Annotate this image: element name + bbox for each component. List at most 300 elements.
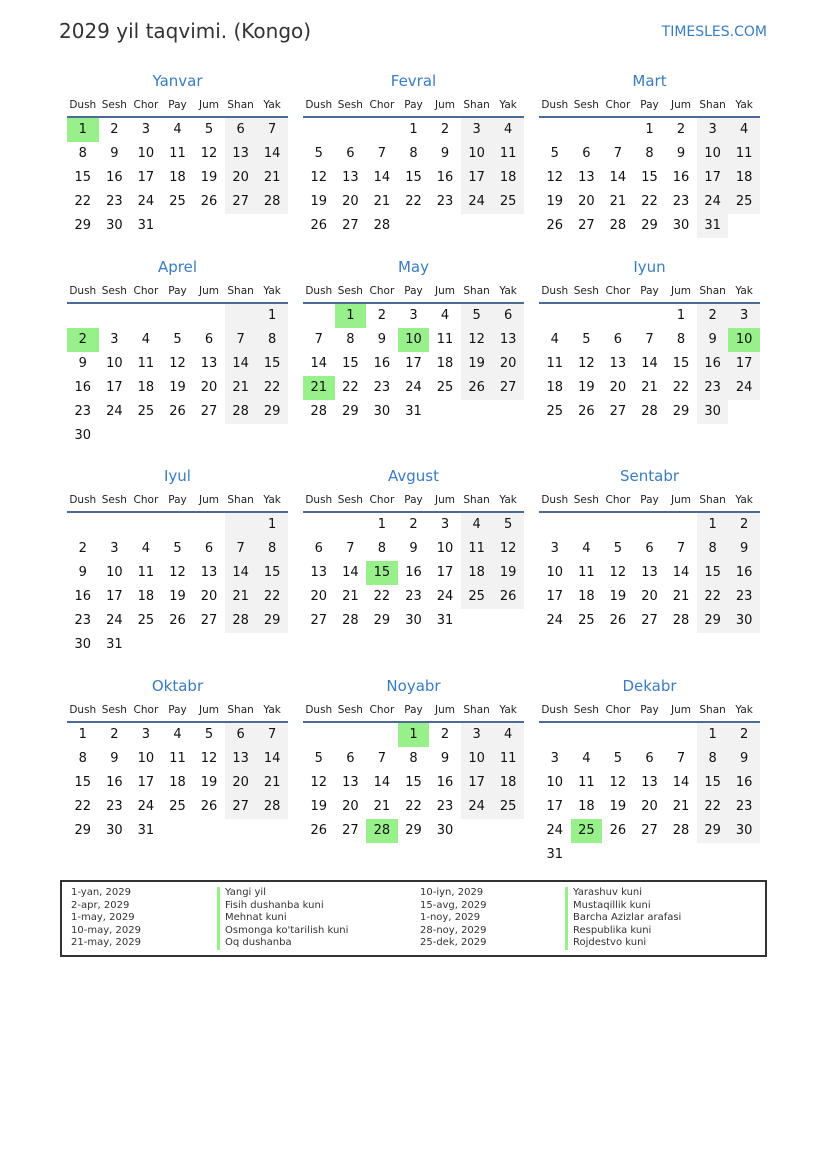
- weekday-label: Jum: [199, 494, 220, 506]
- empty-cell: [256, 819, 288, 843]
- day-cell: 28: [225, 400, 257, 424]
- month-name: Iyul: [164, 467, 191, 485]
- day-cell: 17: [137, 170, 155, 185]
- day-cell: 1: [676, 308, 686, 323]
- day-cell: 25: [169, 194, 186, 209]
- day-cell: 19: [492, 561, 524, 585]
- day-cell: 22: [405, 194, 422, 209]
- day-grid: [539, 513, 760, 633]
- day-cell: 16: [436, 775, 454, 790]
- day-cell: 27: [200, 613, 218, 628]
- legend-names-2: [565, 887, 681, 950]
- day-cell: 7: [256, 723, 288, 747]
- weekday-label: Shan: [699, 99, 726, 111]
- month-aprel: [67, 256, 288, 448]
- day-cell: 28: [641, 404, 658, 419]
- day-cell: 18: [436, 356, 454, 371]
- day-cell: 19: [169, 380, 186, 395]
- day-cell: 30: [672, 218, 690, 233]
- day-cell: 15: [405, 170, 422, 185]
- day-cell: 10: [546, 565, 564, 580]
- weekday-label: Yak: [263, 99, 281, 111]
- holiday-day-cell: 2: [67, 328, 99, 352]
- day-grid: [67, 304, 288, 448]
- day-cell: 13: [492, 328, 524, 352]
- weekday-label: Dush: [305, 494, 333, 506]
- empty-cell: [303, 513, 335, 537]
- day-cell: 12: [200, 751, 218, 766]
- day-cell: 12: [310, 170, 328, 185]
- day-cell: 18: [728, 166, 760, 190]
- day-cell: 31: [106, 637, 123, 652]
- day-cell: 26: [200, 194, 218, 209]
- day-cell: 31: [436, 613, 454, 628]
- day-cell: 25: [492, 190, 524, 214]
- day-cell: 12: [461, 328, 493, 352]
- day-cell: 17: [137, 775, 155, 790]
- holiday-day-cell: 10: [398, 328, 430, 352]
- weekday-label: Sesh: [337, 285, 363, 297]
- empty-cell: [225, 633, 257, 657]
- day-cell: 2: [728, 723, 760, 747]
- day-cell: 8: [377, 541, 387, 556]
- weekday-label: Yak: [735, 99, 753, 111]
- month-name: Iyun: [633, 258, 666, 276]
- day-cell: 19: [200, 775, 218, 790]
- legend-holiday-name: Yangi yil: [217, 887, 348, 900]
- day-cell: 28: [256, 795, 288, 819]
- day-cell: 7: [377, 146, 387, 161]
- day-grid: [303, 513, 524, 633]
- day-cell: 2: [440, 727, 450, 742]
- empty-cell: [256, 424, 288, 448]
- empty-cell: [602, 118, 634, 142]
- day-cell: 11: [169, 146, 186, 161]
- day-cell: 4: [728, 118, 760, 142]
- day-cell: 16: [405, 565, 422, 580]
- day-cell: 30: [697, 400, 729, 424]
- day-cell: 3: [440, 517, 450, 532]
- legend-holiday-name: Osmonga ko'tarilish kuni: [217, 925, 348, 938]
- weekday-label: Dush: [541, 285, 569, 297]
- day-cell: 11: [578, 565, 595, 580]
- weekday-header: [539, 699, 760, 723]
- day-cell: 9: [676, 146, 686, 161]
- day-cell: 17: [546, 589, 564, 604]
- day-cell: 4: [461, 513, 493, 537]
- day-cell: 21: [609, 194, 627, 209]
- month-name: Aprel: [157, 258, 198, 276]
- weekday-header: [67, 94, 288, 118]
- day-cell: 24: [405, 380, 422, 395]
- empty-cell: [539, 118, 571, 142]
- empty-cell: [634, 304, 666, 328]
- day-cell: 28: [609, 218, 627, 233]
- day-cell: 2: [440, 122, 450, 137]
- day-grid: [539, 723, 760, 867]
- site-link[interactable]: TIMESLES.COM: [661, 24, 767, 40]
- day-cell: 17: [697, 166, 729, 190]
- day-cell: 4: [141, 332, 151, 347]
- day-cell: 23: [74, 613, 92, 628]
- weekday-label: Dush: [69, 99, 97, 111]
- day-cell: 10: [461, 747, 493, 771]
- day-cell: 7: [225, 537, 257, 561]
- month-mart: [539, 70, 760, 238]
- month-name: Mart: [632, 72, 667, 90]
- day-cell: 20: [342, 194, 359, 209]
- day-cell: 2: [110, 727, 119, 742]
- day-grid: [303, 118, 524, 238]
- day-cell: 21: [641, 380, 658, 395]
- day-cell: 12: [578, 356, 595, 371]
- day-cell: 3: [141, 122, 151, 137]
- day-cell: 21: [342, 589, 359, 604]
- legend-holiday-name: Fisih dushanba kuni: [217, 900, 348, 913]
- day-cell: 13: [578, 170, 595, 185]
- weekday-header: [539, 489, 760, 513]
- empty-cell: [193, 214, 225, 238]
- day-cell: 17: [106, 589, 123, 604]
- day-cell: 21: [256, 166, 288, 190]
- day-grid: [67, 513, 288, 657]
- day-cell: 12: [492, 537, 524, 561]
- day-cell: 13: [342, 170, 359, 185]
- day-cell: 24: [546, 613, 564, 628]
- weekday-label: Sesh: [337, 704, 363, 716]
- day-cell: 1: [697, 723, 729, 747]
- day-cell: 7: [225, 328, 257, 352]
- day-cell: 20: [225, 771, 257, 795]
- empty-cell: [634, 723, 666, 747]
- weekday-label: Chor: [133, 704, 159, 716]
- empty-cell: [539, 513, 571, 537]
- empty-cell: [492, 819, 524, 843]
- day-cell: 26: [609, 823, 627, 838]
- weekday-label: Jum: [671, 99, 692, 111]
- empty-cell: [225, 424, 257, 448]
- day-cell: 6: [204, 541, 214, 556]
- day-cell: 29: [74, 823, 92, 838]
- day-cell: 5: [314, 751, 323, 766]
- day-cell: 25: [492, 795, 524, 819]
- day-cell: 4: [440, 308, 450, 323]
- weekday-header: [303, 699, 524, 723]
- day-cell: 10: [106, 565, 123, 580]
- day-cell: 7: [613, 146, 623, 161]
- day-cell: 10: [546, 775, 564, 790]
- empty-cell: [366, 723, 398, 747]
- day-cell: 16: [728, 561, 760, 585]
- day-cell: 18: [137, 589, 155, 604]
- weekday-label: Yak: [499, 285, 517, 297]
- day-cell: 20: [492, 352, 524, 376]
- day-cell: 13: [342, 775, 359, 790]
- day-cell: 13: [310, 565, 328, 580]
- day-cell: 11: [169, 751, 186, 766]
- day-cell: 21: [373, 194, 391, 209]
- day-cell: 14: [672, 565, 690, 580]
- empty-cell: [634, 843, 666, 867]
- day-cell: 1: [256, 304, 288, 328]
- day-cell: 6: [204, 332, 214, 347]
- day-cell: 30: [728, 819, 760, 843]
- day-cell: 5: [492, 513, 524, 537]
- day-cell: 19: [310, 799, 328, 814]
- weekday-label: Dush: [69, 285, 97, 297]
- day-cell: 29: [672, 404, 690, 419]
- day-cell: 7: [676, 541, 686, 556]
- day-cell: 7: [256, 118, 288, 142]
- month-name: Oktabr: [151, 677, 204, 695]
- day-cell: 17: [436, 565, 454, 580]
- empty-cell: [429, 214, 461, 238]
- day-cell: 26: [169, 404, 186, 419]
- day-cell: 5: [613, 751, 623, 766]
- day-cell: 22: [373, 589, 391, 604]
- empty-cell: [162, 819, 194, 843]
- legend-dates-1: [71, 887, 141, 950]
- weekday-label: Shan: [699, 494, 726, 506]
- day-cell: 14: [310, 356, 328, 371]
- day-cell: 14: [256, 747, 288, 771]
- empty-cell: [225, 214, 257, 238]
- day-cell: 30: [106, 218, 123, 233]
- day-cell: 6: [225, 723, 257, 747]
- empty-cell: [571, 513, 603, 537]
- day-cell: 6: [346, 751, 355, 766]
- day-grid: [67, 118, 288, 238]
- month-name: Avgust: [388, 467, 439, 485]
- empty-cell: [398, 214, 430, 238]
- day-cell: 27: [225, 190, 257, 214]
- day-cell: 8: [409, 146, 418, 161]
- day-cell: 14: [342, 565, 359, 580]
- day-cell: 27: [641, 613, 658, 628]
- empty-cell: [461, 819, 493, 843]
- day-cell: 3: [697, 118, 729, 142]
- weekday-label: Jum: [199, 285, 220, 297]
- weekday-label: Sesh: [573, 494, 599, 506]
- weekday-header: [303, 489, 524, 513]
- day-cell: 24: [436, 589, 454, 604]
- day-cell: 3: [409, 308, 418, 323]
- day-cell: 9: [377, 332, 387, 347]
- day-cell: 14: [609, 170, 627, 185]
- day-cell: 14: [672, 775, 690, 790]
- day-cell: 26: [200, 799, 218, 814]
- day-cell: 24: [137, 799, 155, 814]
- day-cell: 15: [74, 775, 92, 790]
- weekday-label: Jum: [435, 99, 456, 111]
- empty-cell: [728, 843, 760, 867]
- day-cell: 3: [110, 332, 119, 347]
- day-cell: 27: [492, 376, 524, 400]
- day-cell: 5: [550, 146, 559, 161]
- day-cell: 29: [697, 609, 729, 633]
- day-cell: 27: [609, 404, 627, 419]
- day-cell: 22: [256, 585, 288, 609]
- day-cell: 9: [697, 328, 729, 352]
- legend-date: 10-may, 2029: [71, 924, 141, 936]
- empty-cell: [697, 843, 729, 867]
- weekday-label: Pay: [640, 285, 659, 297]
- day-cell: 7: [346, 541, 355, 556]
- weekday-label: Jum: [435, 285, 456, 297]
- weekday-label: Jum: [435, 704, 456, 716]
- day-cell: 26: [492, 585, 524, 609]
- day-cell: 17: [106, 380, 123, 395]
- day-cell: 28: [672, 613, 690, 628]
- month-name: Dekabr: [622, 677, 677, 695]
- day-grid: [303, 304, 524, 424]
- weekday-label: Jum: [199, 99, 220, 111]
- day-cell: 15: [256, 352, 288, 376]
- weekday-label: Chor: [369, 704, 395, 716]
- weekday-label: Shan: [227, 704, 254, 716]
- day-cell: 28: [342, 613, 359, 628]
- day-cell: 8: [697, 747, 729, 771]
- legend-date: 10-iyn, 2029: [420, 887, 484, 898]
- day-cell: 11: [492, 142, 524, 166]
- day-cell: 16: [672, 170, 690, 185]
- weekday-label: Yak: [263, 494, 281, 506]
- weekday-label: Jum: [435, 494, 456, 506]
- day-cell: 23: [74, 404, 92, 419]
- weekday-label: Sesh: [573, 99, 599, 111]
- day-cell: 20: [200, 380, 218, 395]
- day-cell: 24: [461, 795, 493, 819]
- weekday-label: Pay: [168, 99, 187, 111]
- day-cell: 23: [106, 194, 123, 209]
- day-cell: 7: [314, 332, 323, 347]
- day-cell: 22: [256, 376, 288, 400]
- day-cell: 21: [672, 799, 690, 814]
- legend-names-1: [217, 887, 348, 950]
- month-avgust: [303, 465, 524, 633]
- day-cell: 23: [697, 376, 729, 400]
- day-cell: 14: [225, 561, 257, 585]
- day-cell: 10: [137, 146, 155, 161]
- month-dekabr: [539, 675, 760, 867]
- day-cell: 15: [697, 561, 729, 585]
- empty-cell: [539, 723, 571, 747]
- day-cell: 18: [137, 380, 155, 395]
- empty-cell: [571, 723, 603, 747]
- weekday-label: Shan: [699, 704, 726, 716]
- day-cell: 17: [461, 771, 493, 795]
- month-iyul: [67, 465, 288, 657]
- legend-date: 21-may, 2029: [71, 937, 141, 949]
- day-cell: 18: [578, 799, 595, 814]
- day-cell: 4: [550, 332, 559, 347]
- month-name: Sentabr: [619, 467, 680, 485]
- weekday-label: Shan: [463, 285, 490, 297]
- day-cell: 4: [173, 727, 182, 742]
- day-cell: 25: [728, 190, 760, 214]
- day-cell: 26: [169, 613, 186, 628]
- weekday-label: Jum: [671, 494, 692, 506]
- weekday-label: Dush: [305, 704, 333, 716]
- day-cell: 8: [346, 332, 355, 347]
- day-cell: 10: [461, 142, 493, 166]
- day-cell: 30: [74, 428, 92, 443]
- day-cell: 14: [641, 356, 658, 371]
- weekday-label: Yak: [735, 285, 753, 297]
- day-grid: [67, 723, 288, 843]
- empty-cell: [162, 304, 194, 328]
- holiday-day-cell: 1: [398, 723, 430, 747]
- legend-holiday-name: Respublika kuni: [565, 925, 681, 938]
- day-cell: 23: [405, 589, 422, 604]
- empty-cell: [193, 633, 225, 657]
- day-cell: 2: [377, 308, 387, 323]
- weekday-header: [303, 94, 524, 118]
- day-cell: 14: [373, 775, 391, 790]
- empty-cell: [728, 400, 760, 424]
- day-cell: 29: [373, 613, 391, 628]
- day-cell: 29: [74, 218, 92, 233]
- weekday-label: Dush: [541, 704, 569, 716]
- day-cell: 15: [405, 775, 422, 790]
- day-cell: 6: [225, 118, 257, 142]
- day-cell: 27: [310, 613, 328, 628]
- empty-cell: [193, 513, 225, 537]
- weekday-label: Shan: [463, 99, 490, 111]
- empty-cell: [193, 424, 225, 448]
- day-cell: 3: [461, 723, 493, 747]
- weekday-label: Chor: [369, 285, 395, 297]
- day-cell: 19: [578, 380, 595, 395]
- day-cell: 5: [173, 332, 182, 347]
- day-cell: 25: [546, 404, 564, 419]
- empty-cell: [461, 609, 493, 633]
- weekday-header: [67, 489, 288, 513]
- day-cell: 1: [256, 513, 288, 537]
- day-cell: 9: [78, 565, 87, 580]
- empty-cell: [634, 513, 666, 537]
- day-cell: 30: [373, 404, 391, 419]
- empty-cell: [602, 513, 634, 537]
- day-cell: 12: [169, 356, 186, 371]
- day-cell: 18: [461, 561, 493, 585]
- day-cell: 19: [461, 352, 493, 376]
- day-cell: 26: [609, 613, 627, 628]
- day-cell: 23: [106, 799, 123, 814]
- day-cell: 5: [173, 541, 182, 556]
- weekday-label: Yak: [263, 704, 281, 716]
- day-cell: 20: [225, 166, 257, 190]
- empty-cell: [665, 843, 697, 867]
- day-cell: 31: [405, 404, 422, 419]
- weekday-label: Pay: [640, 99, 659, 111]
- day-cell: 20: [641, 589, 658, 604]
- day-cell: 11: [578, 775, 595, 790]
- day-cell: 22: [641, 194, 658, 209]
- weekday-label: Pay: [168, 704, 187, 716]
- day-cell: 27: [225, 795, 257, 819]
- month-noyabr: [303, 675, 524, 843]
- day-cell: 13: [609, 356, 627, 371]
- month-name: May: [397, 258, 429, 276]
- month-iyun: [539, 256, 760, 424]
- day-cell: 26: [310, 823, 328, 838]
- weekday-label: Jum: [671, 704, 692, 716]
- day-cell: 19: [169, 589, 186, 604]
- empty-cell: [539, 304, 571, 328]
- empty-cell: [335, 513, 367, 537]
- day-cell: 26: [578, 404, 595, 419]
